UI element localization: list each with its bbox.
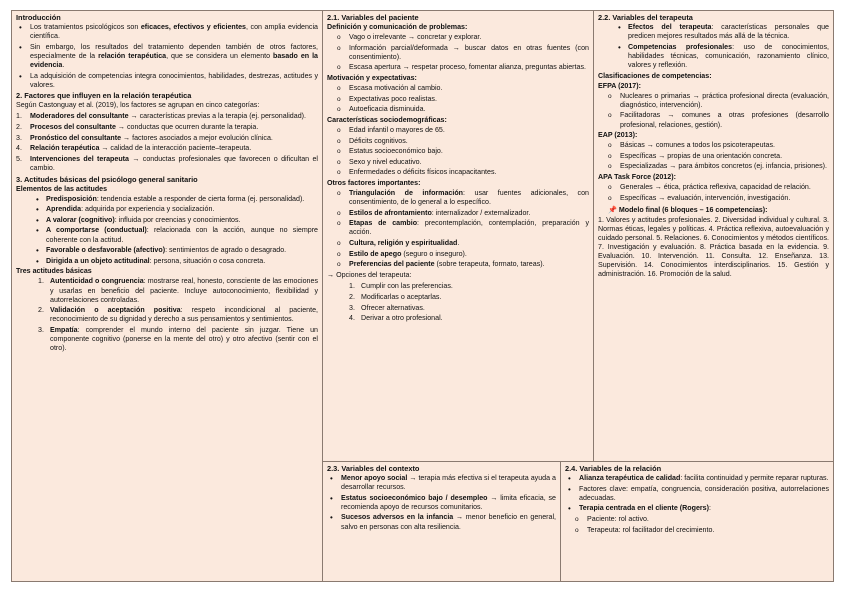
list-item: 2. Procesos del consultante → conductas que ocurren durante la terapia. <box>16 123 259 132</box>
list-item: • Aprendida: adquirida por experiencia y socialización. <box>16 205 318 214</box>
list-item: 3. Empatía: comprender el mundo interno del paciente sin juzgar. Tiene un componente cognitivo (ponerse en la mente del otro) y otro afectivo (sentir con el otro). <box>38 325 318 353</box>
list-item: o Generales → ética, práctica reflexiva, capacidad de relación. <box>598 183 829 192</box>
subheading-tres-actitudes: Tres actitudes básicas <box>16 267 92 276</box>
relacion-list <box>565 474 829 513</box>
list-item: o Sexo y nivel educativo. <box>327 158 589 167</box>
list-item: o Autoeficacia disminuida. <box>327 105 589 114</box>
list-item: • Favorable o desfavorable (afectivo): sentimientos de agrado o desagrado. <box>16 246 318 255</box>
motivacion-list <box>327 84 589 114</box>
subheading-eap: EAP (2013): <box>598 131 638 140</box>
modelo-final-text: 1. Valores y actitudes profesionales. 2. Diversidad individual y cultural. 3. Normas éticas, legales y políticas. 4. Práctica reflexiva, autoevaluación y cuidado personal. 5. Relaciones. 6. Conocimientos y métodos científicos. 7. Investigación y evaluación. 8. Práctica basada en la evidencia. 9. Evaluación. 10. Intervención. 11. Consulta. 12. Enseñanza. 13. Supervisión. 14. Conocimientos interdisciplinarios. 15. Gestión y administración. 16. Promoción de la salud. <box>598 215 829 279</box>
column-variables-relacion <box>561 462 833 581</box>
list-item: • Competencias profesionales: uso de conocimientos, habilidades técnicas, comunicación, razonamiento clínico, valores y reflexión. <box>598 43 829 70</box>
factores-list <box>16 112 318 173</box>
subheading-apa: APA Task Force (2012): <box>598 173 676 181</box>
list-item: • Menor apoyo social → terapia más efectiva si el terapeuta ayuda a desarrollar recursos. <box>327 474 556 492</box>
list-item: o Información parcial/deformada → buscar datos en otras fuentes (con consentimiento). <box>327 44 589 62</box>
list-item: 1. Autenticidad o congruencia: mostrarse real, honesto, consciente de las emociones y usarlas en beneficio del paciente. Incluye autoconocimiento, flexibilidad y autorrelaciones controladas. <box>38 277 318 304</box>
section-title-relacion: 2.4. Variables de la relación <box>565 464 662 473</box>
list-item: 3. Pronóstico del consultante → factores asociados a mejor evolución clínica. <box>16 133 273 142</box>
definicion-list <box>327 33 589 72</box>
subheading-sociodemograficas: Características sociodemográficas: <box>327 115 447 124</box>
list-item: • Terapia centrada en el cliente (Rogers): <box>565 504 829 513</box>
contexto-list <box>327 474 556 532</box>
summary-page <box>11 10 834 582</box>
subheading-elementos: Elementos de las actitudes <box>16 184 108 193</box>
list-item: 4. Derivar a otro profesional. <box>349 314 443 323</box>
list-item: 5. Intervenciones del terapeuta → conductas profesionales que favorecen o dificultan el cambio. <box>16 154 318 172</box>
list-item: 1. Cumplir con las preferencias. <box>349 282 453 291</box>
apa-list <box>598 183 829 203</box>
section-title-terapeuta: 2.2. Variables del terapeuta <box>598 13 693 22</box>
list-item: • La adquisición de competencias integra conocimientos, habilidades, destrezas, actitudes y valores. <box>16 72 318 90</box>
efpa-list <box>598 92 829 130</box>
list-item: • Sucesos adversos en la infancia → menor beneficio en general, salvo en personas con alta resiliencia. <box>327 513 556 531</box>
terapeuta-list <box>598 23 829 70</box>
column-variables-terapeuta <box>594 11 833 462</box>
column-variables-contexto <box>323 462 561 581</box>
list-item: o Vago o irrelevante → concretar y explorar. <box>327 33 589 42</box>
list-item: o Especializadas → para ámbitos concretos (ej. infancia, prisiones). <box>598 162 829 171</box>
list-item: o Facilitadoras → comunes a otras profesiones (desarrollo profesional, relaciones, gestión). <box>598 111 829 129</box>
subheading-modelo-final: 📌 Modelo final (6 bloques – 16 competencias): <box>608 205 768 214</box>
subheading-efpa: EFPA (2017): <box>598 81 641 90</box>
elementos-list <box>16 195 318 266</box>
list-item: o Básicas → comunes a todos los psicoterapeutas. <box>598 141 829 150</box>
list-item: o Edad infantil o mayores de 65. <box>327 126 589 135</box>
section-title-factores: 2. Factores que influyen en la relación terapéutica <box>16 91 192 101</box>
subheading-otros: Otros factores importantes: <box>327 179 421 187</box>
list-item: 3. Ofrecer alternativas. <box>349 303 425 312</box>
sociodemograficas-list <box>327 126 589 177</box>
list-item: o Escasa motivación al cambio. <box>327 84 589 93</box>
list-item: 2. Validación o aceptación positiva: respeto incondicional al paciente, reconocimiento de su dignidad y derecho a sus pensamientos y sentimientos. <box>38 306 318 324</box>
subheading-clasificaciones: Clasificaciones de competencias: <box>598 71 712 80</box>
list-item: o Estilos de afrontamiento: internalizador / externalizador. <box>327 209 589 218</box>
list-item: o Estilo de apego (seguro o inseguro). <box>327 250 589 259</box>
rogers-list <box>565 515 829 535</box>
section-title-contexto: 2.3. Variables del contexto <box>327 464 420 473</box>
list-item: • Factores clave: empatía, congruencia, consideración positiva, autorrelaciones adecuadas. <box>565 485 829 503</box>
tres-actitudes-list <box>16 277 318 353</box>
list-item: 4. Relación terapéutica → calidad de la interacción paciente–terapeuta. <box>16 144 252 153</box>
section-title-introduccion: Introducción <box>16 13 61 22</box>
list-item: o Triangulación de información: usar fuentes adicionales, con consentimiento, de lo general a lo específico. <box>327 189 589 207</box>
list-item: o Enfermedades o déficits físicos incapacitantes. <box>327 168 589 177</box>
list-item: o Nucleares o primarias → práctica profesional directa (evaluación, diagnóstico, intervención). <box>598 92 829 110</box>
pushpin-icon: 📌 <box>608 205 617 214</box>
eap-list <box>598 141 829 171</box>
list-item: • A valorar (cognitivo): influida por creencias y conocimientos. <box>16 216 318 225</box>
list-item: • Sin embargo, los resultados del tratamiento dependen también de otros factores, especialmente de la relación terapéutica, que se considera un elemento basado en la evidencia. <box>16 43 318 70</box>
list-item: o Etapas de cambio: precontemplación, contemplación, preparación y acción. <box>327 219 589 237</box>
subheading-definicion: Definición y comunicación de problemas: <box>327 23 468 32</box>
section-title-paciente: 2.1. Variables del paciente <box>327 13 419 22</box>
list-item: o Expectativas poco realistas. <box>327 95 589 104</box>
column-introduccion <box>12 11 323 581</box>
list-item: • Los tratamientos psicológicos son eficaces, efectivos y eficientes, con amplia evidencia científica. <box>16 23 318 41</box>
section-title-actitudes: 3. Actitudes básicas del psicólogo general sanitario <box>16 174 198 184</box>
list-item: • Dirigida a un objeto actitudinal: persona, situación o cosa concreta. <box>16 257 318 266</box>
list-item: o Específicas → propias de una orientación concreta. <box>598 152 829 161</box>
list-item: o Déficits cognitivos. <box>327 137 589 146</box>
list-item: o Paciente: rol activo. <box>565 515 829 524</box>
opciones-list <box>327 282 589 323</box>
list-item: • Predisposición: tendencia estable a responder de cierta forma (ej. personalidad). <box>16 195 318 204</box>
column-variables-paciente <box>323 11 594 462</box>
list-item: • A comportarse (conductual): relacionada con la acción, aunque no siempre coherente con la actitud. <box>16 226 318 244</box>
list-item: o Terapeuta: rol facilitador del crecimiento. <box>565 526 829 535</box>
list-item: o Específicas → evaluación, intervención, investigación. <box>598 194 829 203</box>
list-item: o Estatus socioeconómico bajo. <box>327 147 589 156</box>
intro-list <box>16 23 318 90</box>
list-item: • Alianza terapéutica de calidad: facilita continuidad y permite reparar rupturas. <box>565 474 829 483</box>
list-item: o Preferencias del paciente (sobre terapeuta, formato, tareas). <box>327 260 589 269</box>
list-item: 1. Moderadores del consultante → características previas a la terapia (ej. personalidad). <box>16 112 306 121</box>
list-item: • Estatus socioeconómico bajo / desempleo → limita eficacia, se recomienda apoyo de recursos comunitarios. <box>327 494 556 512</box>
factores-intro: Según Castonguay et al. (2019), los factores se agrupan en cinco categorías: <box>16 101 260 110</box>
list-item: o Escasa apertura → respetar proceso, fomentar alianza, preguntas abiertas. <box>327 63 589 72</box>
subheading-motivacion: Motivación y expectativas: <box>327 74 417 83</box>
list-item: 2. Modificarlas o aceptarlas. <box>349 293 442 302</box>
list-item: o Cultura, religión y espiritualidad. <box>327 239 589 248</box>
opciones-heading: → Opciones del terapeuta: <box>327 271 412 280</box>
list-item: • Efectos del terapeuta: características personales que predicen mejores resultados más allá de la técnica. <box>598 23 829 41</box>
otros-list <box>327 189 589 269</box>
